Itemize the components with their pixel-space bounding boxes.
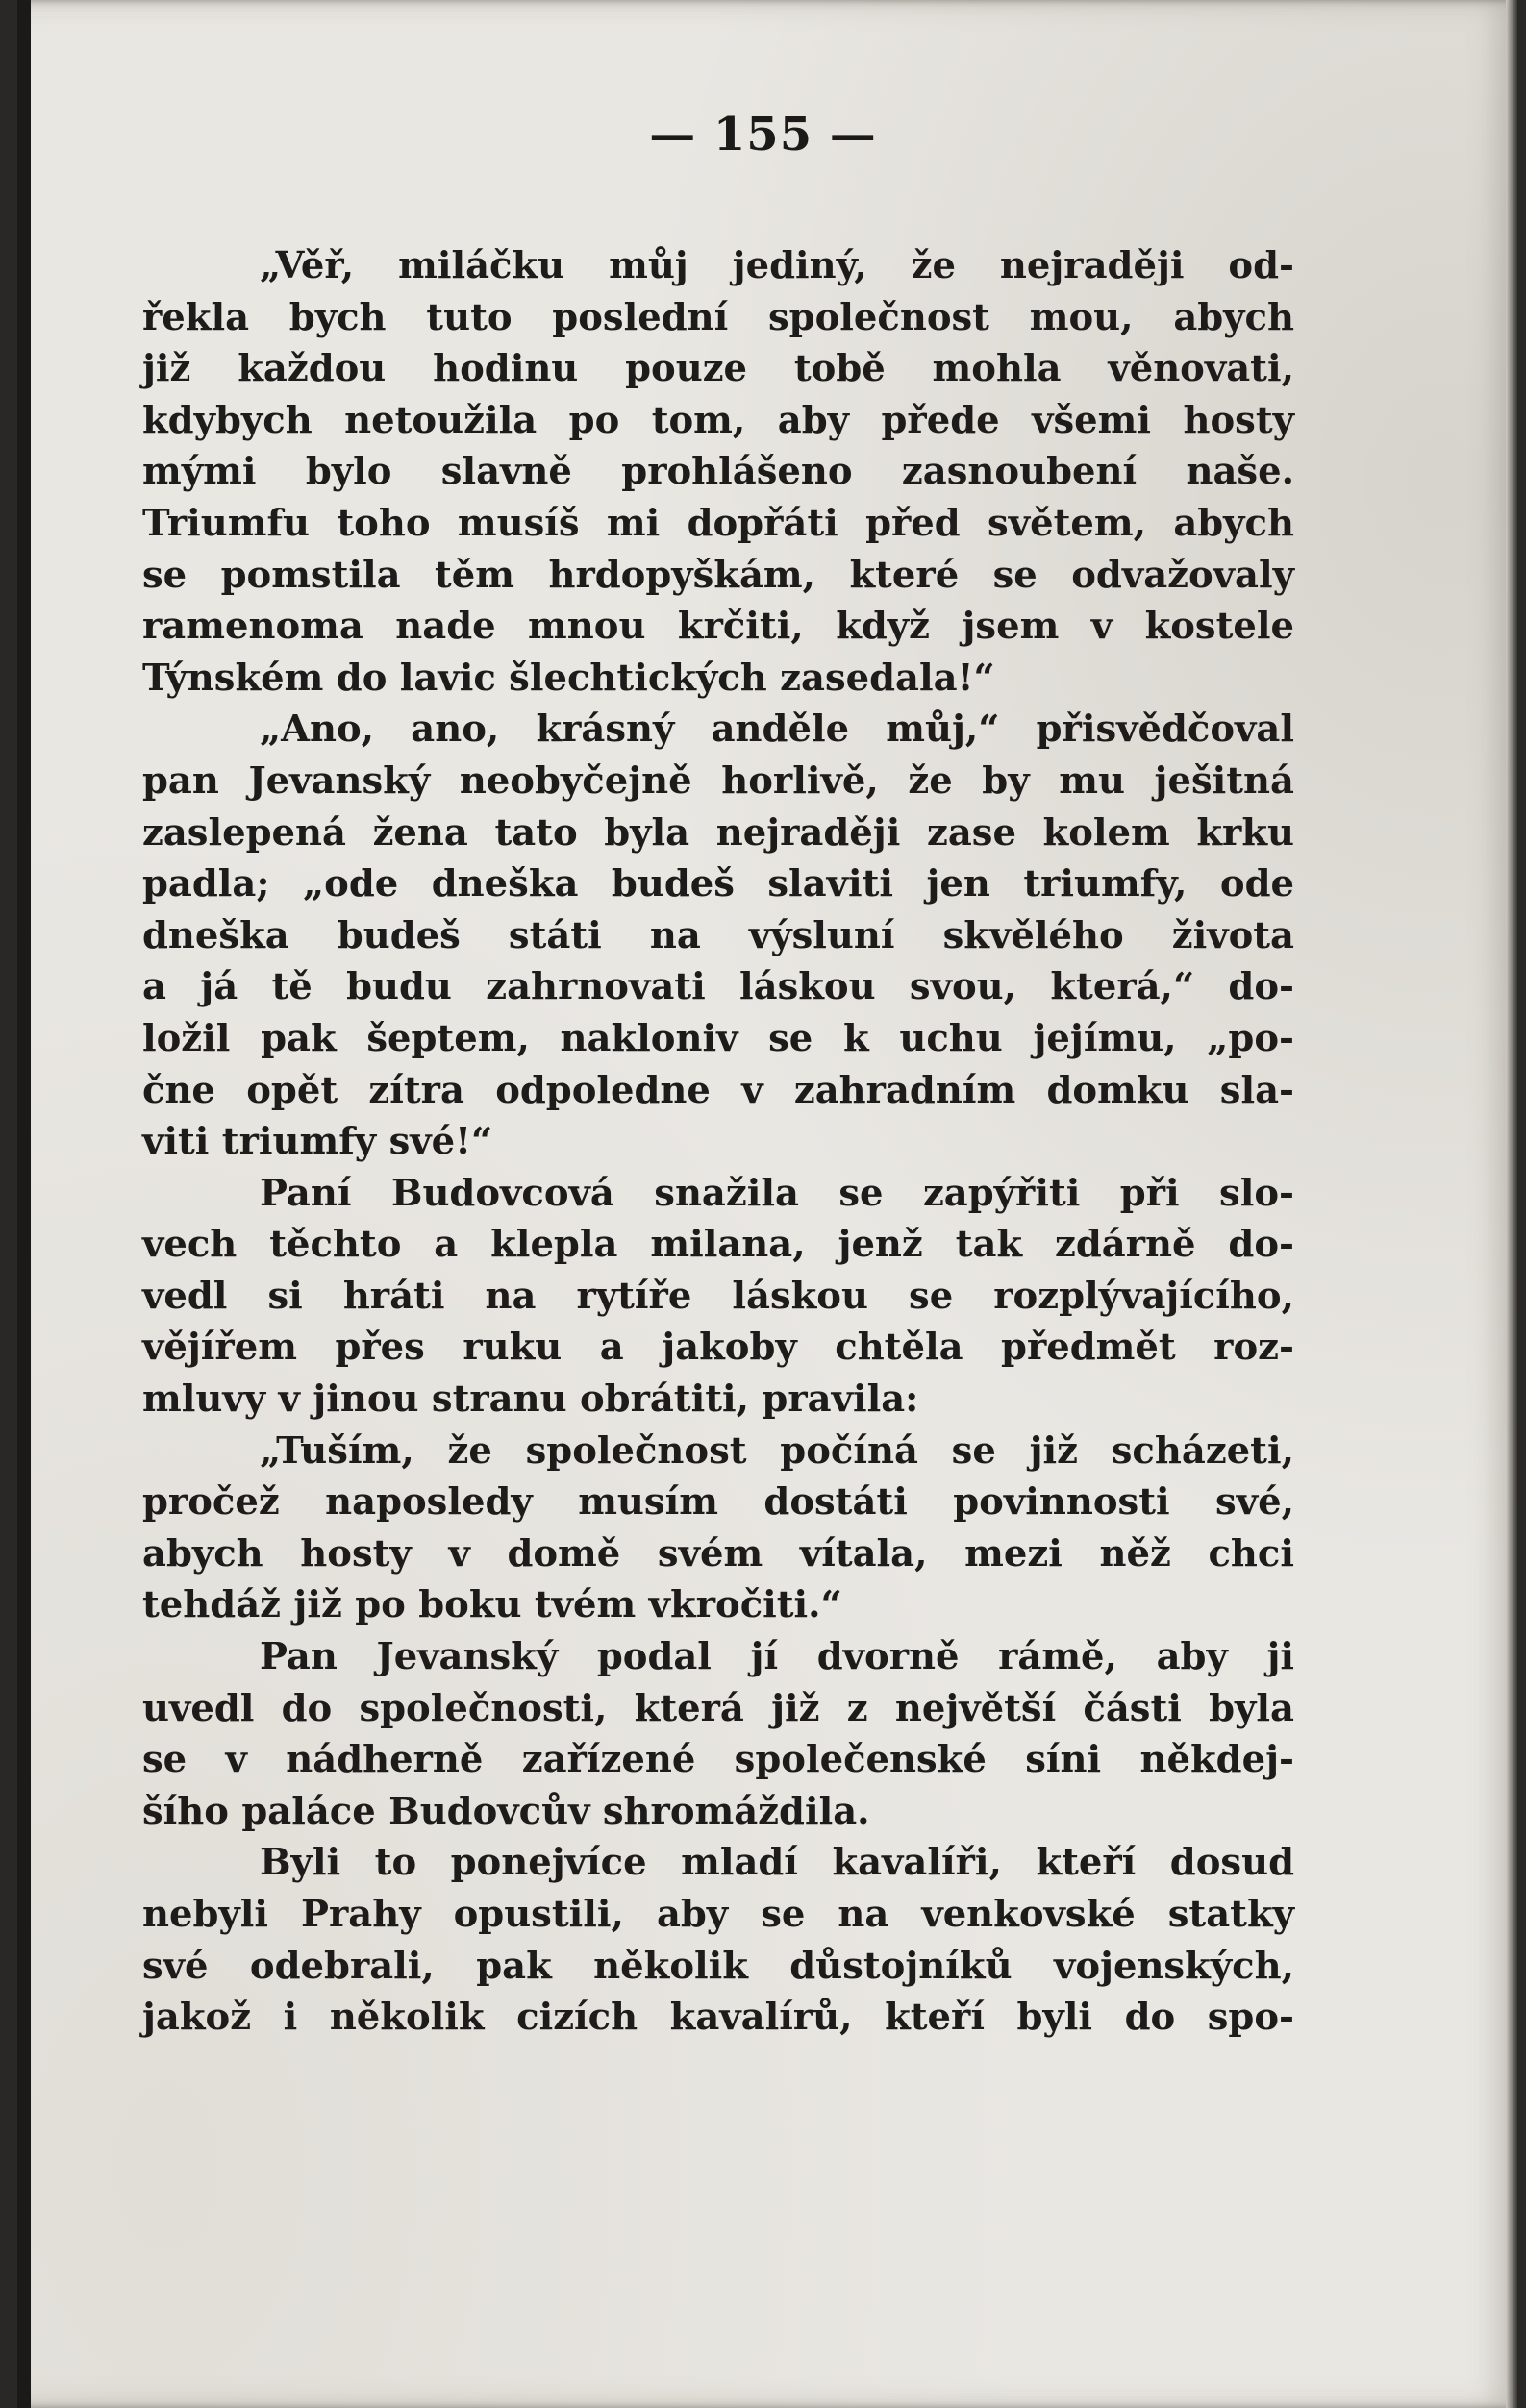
page-number: — 155 — [649, 108, 877, 161]
text-line: řekla bych tuto poslední společnost mou, abych [142, 295, 1294, 339]
text-line: „Tuším, že společnost počíná se již scházeti, [260, 1428, 1294, 1473]
text-line: čne opět zítra odpoledne v zahradním domku sla- [142, 1068, 1294, 1112]
paragraph-5 [142, 1631, 1294, 1837]
text-line: Byli to ponejvíce mladí kavalíři, kteří dosud [260, 1841, 1294, 1885]
text-line: a já tě budu zahrnovati láskou svou, která,“ do- [142, 965, 1294, 1009]
text-line: své odebrali, pak několik důstojníků vojenských, [142, 1944, 1294, 1988]
text-line: Triumfu toho musíš mi dopřáti před světem, abych [142, 501, 1294, 545]
text-line: Týnském do lavic šlechtických zasedala!“ [142, 656, 995, 700]
text-line: se v nádherně zařízené společenské síni někdej- [142, 1738, 1294, 1782]
text-line: ramenoma nade mnou krčiti, když jsem v kostele [142, 605, 1294, 649]
text-line: viti triumfy své!“ [142, 1120, 493, 1164]
text-line: dneška budeš státi na výsluní skvělého života [142, 913, 1294, 957]
text-line: vějířem přes ruku a jakoby chtěla předmět roz- [142, 1326, 1294, 1370]
text-line: ložil pak šeptem, nakloniv se k uchu jejímu, „po- [142, 1016, 1294, 1060]
paragraph-2 [142, 704, 1294, 1167]
text-line: kdybych netoužila po tom, aby přede všemi hosty [142, 398, 1294, 442]
text-line: tehdáž již po boku tvém vkročiti.“ [142, 1583, 842, 1627]
page-gutter-shadow [17, 0, 31, 2408]
text-line: pan Jevanský neobyčejně horlivě, že by mu ješitná [142, 758, 1294, 803]
text-line: mluvy v jinou stranu obrátiti, pravila: [142, 1378, 919, 1422]
text-line: vech těchto a klepla milana, jenž tak zdárně do- [142, 1223, 1294, 1267]
text-line: jakož i několik cizích kavalírů, kteří byli do spo- [142, 1996, 1294, 2040]
text-line: „Věř, miláčku můj jediný, že nejraději od- [260, 244, 1294, 287]
text-line: zaslepená žena tato byla nejraději zase kolem krku [142, 810, 1294, 855]
text-line: šího paláce Budovcův shromáždila. [142, 1789, 870, 1833]
body-text [142, 240, 1294, 2044]
text-line: nebyli Prahy opustili, aby se na venkovské statky [142, 1893, 1294, 1936]
text-line: mými bylo slavně prohlášeno zasnoubení naše. [142, 450, 1294, 494]
text-line: padla; „ode dneška budeš slaviti jen triumfy, ode [142, 862, 1294, 906]
text-line: již každou hodinu pouze tobě mohla věnovati, [142, 347, 1294, 391]
text-line: Pan Jevanský podal jí dvorně rámě, aby ji [260, 1635, 1294, 1679]
text-line: se pomstila těm hrdopyškám, které se odvažovaly [142, 553, 1294, 597]
text-line: abych hosty v domě svém vítala, mezi něž chci [142, 1531, 1294, 1576]
text-line: vedl si hráti na rytíře láskou se rozplývajícího, [142, 1274, 1294, 1318]
paragraph-1 [142, 240, 1294, 704]
paragraph-4 [142, 1426, 1294, 1631]
text-line: „Ano, ano, krásný anděle můj,“ přisvědčoval [260, 708, 1294, 752]
page-edge-shadow [1506, 0, 1517, 2408]
text-line: pročež naposledy musím dostáti povinnosti své, [142, 1480, 1294, 1525]
text-line: Paní Budovcová snažila se zapýřiti při slo- [260, 1171, 1294, 1215]
paragraph-3 [142, 1168, 1294, 1426]
text-line: uvedl do společnosti, která již z největší části byla [142, 1686, 1294, 1730]
paragraph-6 [142, 1837, 1294, 2043]
